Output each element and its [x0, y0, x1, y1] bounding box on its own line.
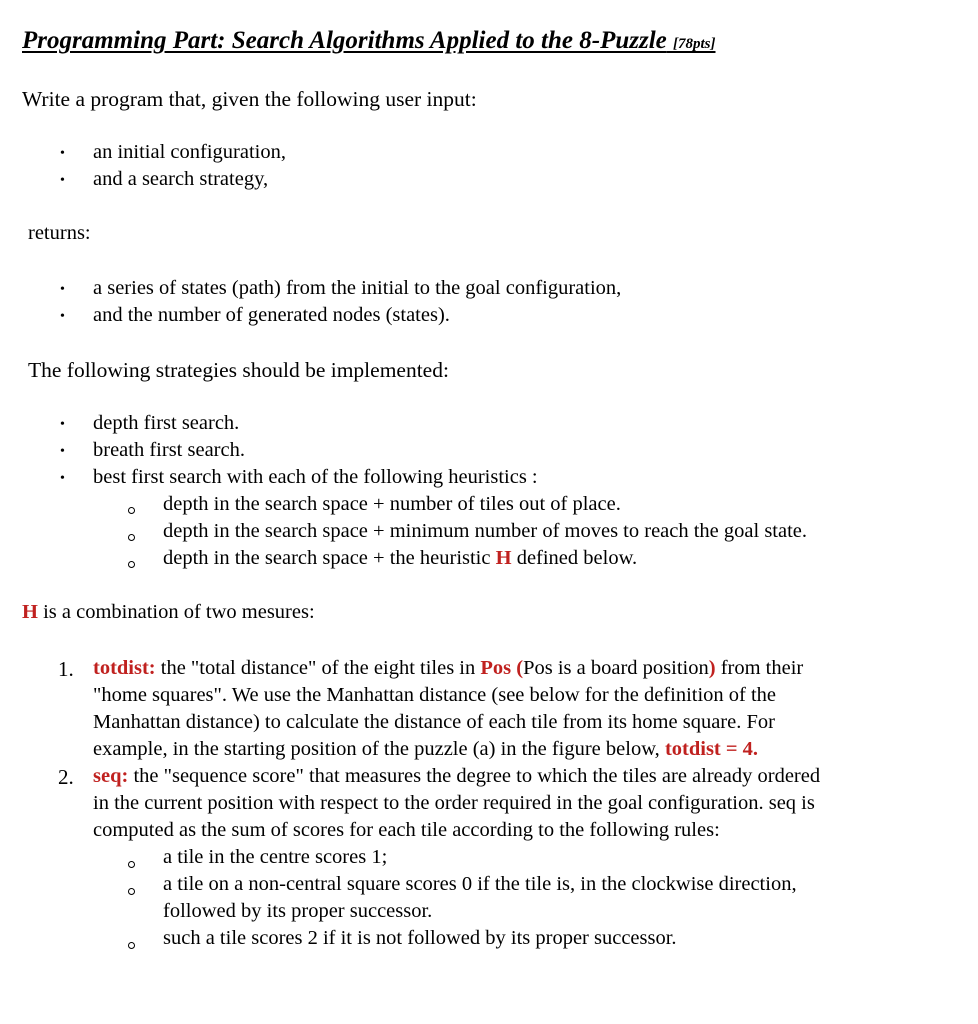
measure-line: Manhattan distance) to calculate the distance of each tile from its home square. For [93, 711, 775, 733]
measure-line: in the current position with respect to the order required in the goal configuration. seq is [93, 792, 815, 814]
circle-bullet-icon [128, 534, 135, 541]
bullet-icon: • [60, 417, 65, 432]
heuristic-item: depth in the search space + minimum number of moves to reach the goal state. [163, 520, 808, 542]
strategy-item: breath first search. [93, 439, 245, 461]
list-number: 2. [58, 765, 74, 789]
returns-item: and the number of generated nodes (states). [93, 304, 450, 326]
pos-term: Pos ( [480, 657, 524, 679]
measure-line: computed as the sum of scores for each tile according to the following rules: [93, 819, 720, 841]
rule-item: followed by its proper successor. [163, 900, 433, 922]
measure-line: "home squares". We use the Manhattan distance (see below for the definition of the [93, 684, 777, 706]
bullet-icon: • [60, 471, 65, 486]
circle-bullet-icon [128, 561, 135, 568]
heuristic-text: defined below. [511, 547, 638, 569]
measure-line [93, 657, 803, 680]
totdist-value: totdist = 4. [664, 738, 759, 760]
bullet-icon: • [60, 173, 65, 188]
measure-term: totdist: [93, 657, 156, 679]
intro-text: Write a program that, given the following user input: [22, 87, 477, 111]
measure-line [93, 765, 820, 788]
input-item: and a search strategy, [93, 168, 269, 190]
bullet-icon: • [60, 444, 65, 459]
measure-text: Pos is a board position [523, 657, 709, 679]
paren-close: ) [708, 657, 716, 679]
returns-item: a series of states (path) from the initial to the goal configuration, [93, 277, 622, 299]
circle-bullet-icon [128, 507, 135, 514]
strategies-label: The following strategies should be implemented: [28, 358, 449, 382]
returns-label: returns: [28, 222, 91, 244]
heuristic-h: H [495, 547, 512, 569]
heuristic-item [163, 547, 637, 570]
bullet-icon: • [60, 146, 65, 161]
h-symbol: H [22, 601, 38, 623]
bullet-icon: • [60, 282, 65, 297]
h-definition [22, 601, 315, 624]
rule-item: such a tile scores 2 if it is not followed by its proper successor. [163, 927, 677, 949]
measure-term: seq: [93, 765, 129, 787]
page-title [22, 27, 716, 55]
title-text: Programming Part: Search Algorithms Applied to the 8-Puzzle [22, 27, 667, 54]
heuristic-text: depth in the search space + the heuristic [163, 547, 496, 569]
strategy-item: depth first search. [93, 412, 240, 434]
list-number: 1. [58, 657, 74, 681]
measure-text: example, in the starting position of the puzzle (a) in the figure below, [93, 738, 665, 760]
circle-bullet-icon [128, 888, 135, 895]
measure-text: the "total distance" of the eight tiles in [155, 657, 481, 679]
rule-item: a tile in the centre scores 1; [163, 846, 388, 868]
bullet-icon: • [60, 309, 65, 324]
measure-text: the "sequence score" that measures the degree to which the tiles are already ordered [128, 765, 821, 787]
circle-bullet-icon [128, 861, 135, 868]
strategy-item: best first search with each of the following heuristics : [93, 466, 538, 488]
heuristic-item: depth in the search space + number of tiles out of place. [163, 493, 621, 515]
input-item: an initial configuration, [93, 141, 286, 163]
measure-line [93, 738, 758, 761]
title-points: [78pts] [673, 36, 716, 52]
circle-bullet-icon [128, 942, 135, 949]
rule-item: a tile on a non-central square scores 0 if the tile is, in the clockwise direction, [163, 873, 797, 895]
h-definition-text: is a combination of two mesures: [37, 601, 315, 623]
measure-text: from their [715, 657, 804, 679]
